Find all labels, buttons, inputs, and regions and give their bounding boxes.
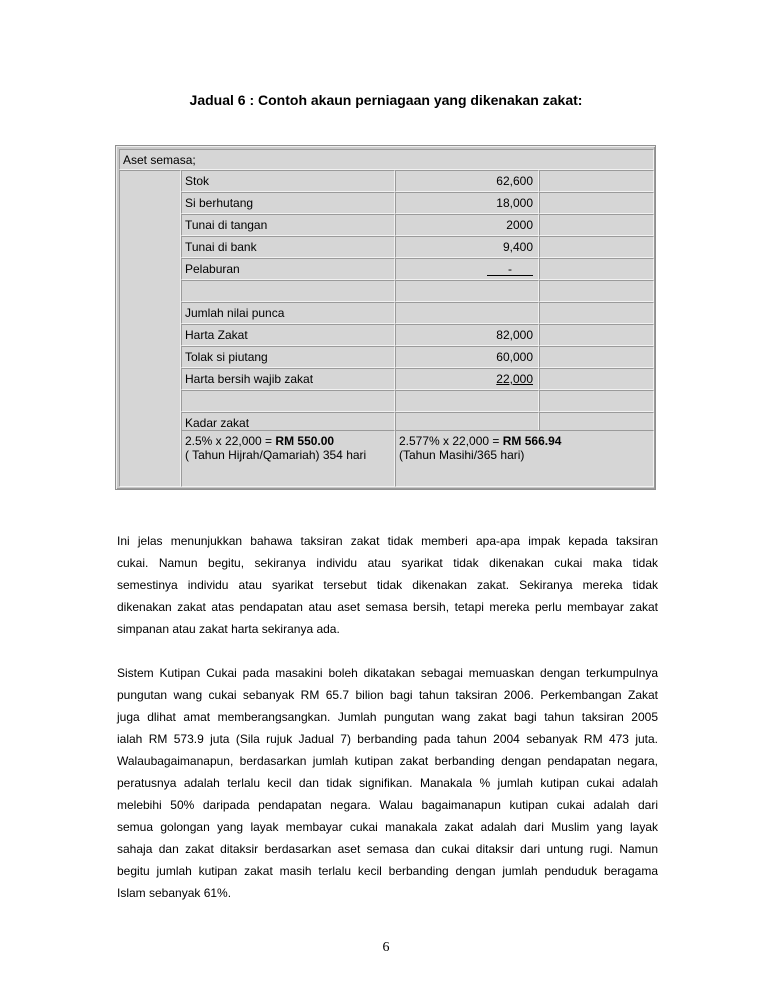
table-row-value — [395, 346, 539, 368]
table-row-value — [395, 170, 539, 192]
table-row-extra — [539, 214, 654, 236]
table-row-label: Jumlah nilai punca — [181, 302, 395, 324]
paragraph-2-line: melebihi 50% daripada pendapatan negara. Walau bagaimanapun kutipan cukai adalah dari — [117, 798, 658, 812]
paragraph-2 — [117, 662, 658, 904]
table-row-value — [395, 258, 539, 280]
table-row-label: Tunai di bank — [181, 236, 395, 258]
paragraph-2-line: juga dlihat amat memberangsangkan. Jumlah pungutan wang zakat bagi tahun taksiran 2005 — [117, 710, 658, 724]
table-row-label — [181, 390, 395, 412]
table-row-extra — [539, 346, 654, 368]
paragraph-1-line: cukai. Namun begitu, sekiranya individu atau syarikat tidak dikenakan cukai maka tidak — [117, 556, 658, 570]
table-row-extra — [539, 390, 654, 412]
paragraph-2-line: ialah RM 573.9 juta (Sila rujuk Jadual 7) berbanding pada tahun 2004 sebanyak RM 473 juta. — [117, 732, 658, 746]
paragraph-1-line: dikenakan zakat atas pendapatan atau aset semasa bersih, tetapi mereka perlu membayar zakat — [117, 600, 658, 614]
table-row-label: Pelaburan — [181, 258, 395, 280]
table-row-value — [395, 192, 539, 214]
table-row-label: Si berhutang — [181, 192, 395, 214]
paragraph-2-line: Islam sebanyak 61%. — [117, 886, 232, 900]
paragraph-2-line: semua golongan yang layak membayar cukai manakala zakat adalah dari Muslim yang layak — [117, 820, 658, 834]
table-row-value-text: 2000 — [506, 218, 533, 232]
table-row-value — [395, 236, 539, 258]
paragraph-1-line: semestinya individu atau syarikat tersebut tidak dikenakan zakat. Sekiranya mereka tidak — [117, 578, 658, 592]
table-row-value-text: 22,000 — [496, 372, 533, 386]
paragraph-2-line: begitu jumlah kutipan zakat masih terlalu kecil berbanding dengan jumlah penduduk beragama — [117, 864, 658, 878]
table-row-value — [395, 324, 539, 346]
rate-hijri-note: ( Tahun Hijrah/Qamariah) 354 hari — [185, 448, 367, 462]
table-row-label: Tunai di tangan — [181, 214, 395, 236]
table-row-extra — [539, 280, 654, 302]
page-number: 6 — [382, 940, 390, 955]
table-row-extra — [539, 192, 654, 214]
paragraph-1-line: simpanan atau zakat harta sekiranya ada. — [117, 622, 340, 636]
table-row-value-text: 18,000 — [496, 196, 533, 210]
table-row-value-text: 9,400 — [502, 240, 533, 254]
rate-masihi-formula: 2.577% x 22,000 = — [399, 434, 503, 448]
paragraph-2-line: peratusnya adalah terlalu kecil dan tidak signifikan. Manakala % jumlah kutipan cukai adalah — [117, 776, 658, 790]
paragraph-2-line: sahaja dan zakat ditaksir berdasarkan aset semasa dan cukai ditaksir dari untung rugi. Namun — [117, 842, 658, 856]
table-row-label: Harta bersih wajib zakat — [181, 368, 395, 390]
rate-hijri-amount: RM 550.00 — [275, 434, 335, 448]
rate-masihi-cell — [395, 430, 654, 487]
pelaburan-value: - — [487, 263, 533, 276]
table-row-value — [395, 390, 539, 412]
rate-hijri-cell — [181, 430, 395, 487]
paragraph-1-line: Ini jelas menunjukkan bahawa taksiran zakat tidak memberi apa-apa impak kepada taksiran — [117, 534, 658, 548]
paragraph-1 — [117, 530, 658, 640]
table-row-label — [181, 280, 395, 302]
table-row-label: Harta Zakat — [181, 324, 395, 346]
zakat-account-table — [115, 145, 656, 490]
table-row-extra — [539, 170, 654, 192]
paragraph-2-line: pungutan wang cukai sebanyak RM 65.7 bilion bagi tahun taksiran 2006. Perkembangan Zakat — [117, 688, 658, 702]
table-row-value-text: 82,000 — [496, 328, 533, 342]
table-row-extra — [539, 236, 654, 258]
table-row-label: Stok — [181, 170, 395, 192]
table-row-value-text: 60,000 — [496, 350, 533, 364]
table-row-extra — [539, 324, 654, 346]
table-row-value — [395, 214, 539, 236]
table-title: Jadual 6 : Contoh akaun perniagaan yang dikenakan zakat: — [189, 92, 583, 108]
table-row-extra — [539, 368, 654, 390]
table-row-value-text: 62,600 — [496, 174, 533, 188]
rate-hijri-formula: 2.5% x 22,000 = — [185, 434, 276, 448]
table-left-column — [119, 170, 181, 487]
table-row-value — [395, 280, 539, 302]
paragraph-2-line: Walaubagaimanapun, berdasarkan jumlah kutipan zakat berbanding dengan pendapatan negara, — [117, 754, 658, 768]
table-row-value — [395, 368, 539, 390]
paragraph-2-line: Sistem Kutipan Cukai pada masakini boleh dikatakan sebagai memuaskan dengan terkumpulnya — [117, 666, 658, 680]
table-row-value — [395, 302, 539, 324]
table-row-label: Kadar zakat — [181, 412, 395, 434]
table-row-extra — [539, 258, 654, 280]
rate-masihi-note: (Tahun Masihi/365 hari) — [399, 448, 525, 462]
table-row-label: Tolak si piutang — [181, 346, 395, 368]
rate-masihi-amount: RM 566.94 — [502, 434, 562, 448]
table-row-extra — [539, 302, 654, 324]
table-header-aset-semasa: Aset semasa; — [119, 149, 654, 170]
